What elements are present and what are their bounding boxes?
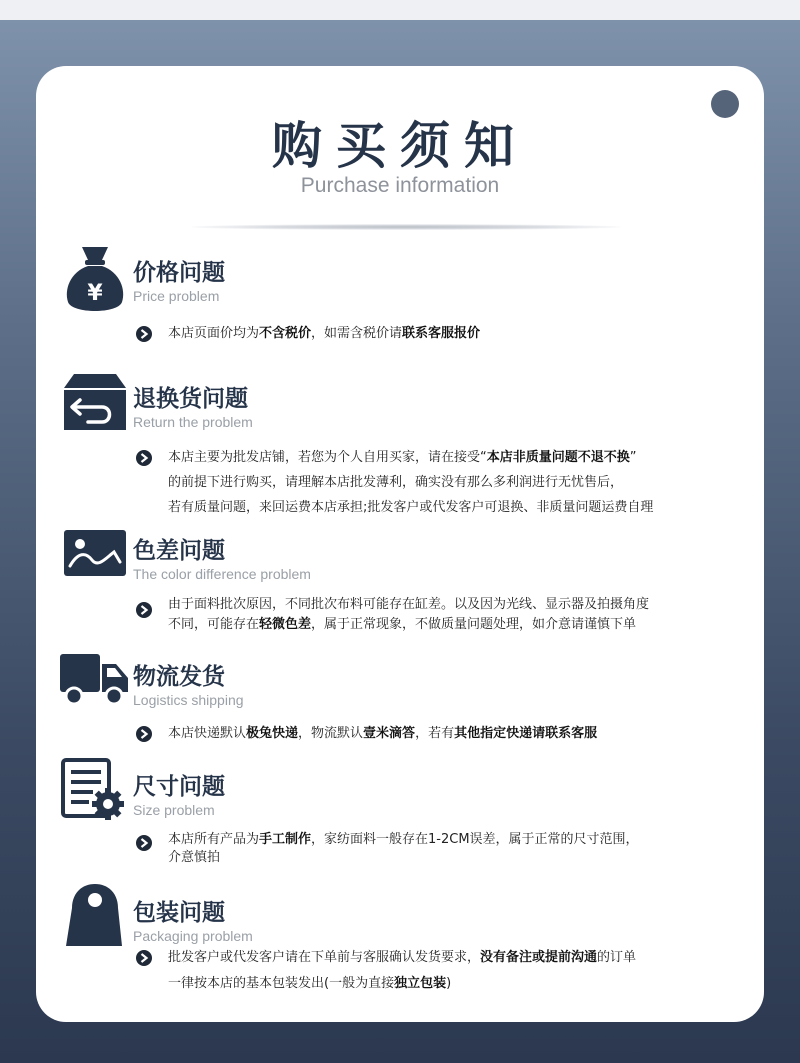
section-title: 尺寸问题 xyxy=(133,774,225,800)
text-line xyxy=(168,945,748,971)
bold-run: 其他指定快递请联系客服 xyxy=(454,726,598,741)
text-line xyxy=(168,831,748,849)
section-subtitle: Size problem xyxy=(133,802,215,818)
text-run: 若有质量问题，来回运费本店承担;批发客户或代发客户可退换、非质量问题运费自理 xyxy=(168,500,654,515)
truck-icon xyxy=(58,648,132,722)
text-line xyxy=(168,445,748,470)
text-run: 的前提下进行购买，请理解本店批发薄利，确实没有那么多利润进行无忧售后， xyxy=(168,475,624,490)
chevron-right-icon xyxy=(136,835,152,851)
bold-run: 联系客服报价 xyxy=(402,326,481,341)
bold-run: 不含税价 xyxy=(259,326,312,341)
page-title: 购买须知 xyxy=(272,116,528,175)
section-title: 色差问题 xyxy=(133,538,225,564)
section-subtitle: Return the problem xyxy=(133,414,253,430)
bold-run: 手工制作 xyxy=(259,832,312,847)
svg-text:¥: ¥ xyxy=(87,281,103,306)
bold-run: 轻微色差 xyxy=(259,617,312,632)
bold-run: 独立包装 xyxy=(394,976,447,991)
title-divider xyxy=(191,224,621,230)
section-text xyxy=(168,831,748,867)
text-run: ，家纺面料一般存在1-2CM误差，属于正常的尺寸范围， xyxy=(311,832,639,847)
text-run: 本店所有产品为 xyxy=(168,832,260,847)
page-subtitle: Purchase information xyxy=(300,174,500,197)
section-subtitle: Logistics shipping xyxy=(133,692,244,708)
image-icon xyxy=(58,522,132,596)
document-gear-icon xyxy=(58,758,132,832)
text-run: ” xyxy=(629,450,637,465)
section-title: 退换货问题 xyxy=(133,386,248,412)
chevron-right-icon xyxy=(136,602,152,618)
text-line xyxy=(168,615,748,635)
text-run: ) xyxy=(446,976,452,991)
section-text xyxy=(168,445,748,520)
bold-run: 壹米滴答 xyxy=(363,726,416,741)
chevron-right-icon xyxy=(136,326,152,342)
section-title: 包装问题 xyxy=(133,900,225,926)
text-line xyxy=(168,595,748,615)
text-run: 本店快递默认 xyxy=(168,726,247,741)
text-line xyxy=(168,470,748,495)
text-line xyxy=(168,971,748,997)
section-text xyxy=(168,595,748,635)
section-subtitle: Price problem xyxy=(133,288,220,304)
bold-run: 极兔快递 xyxy=(246,726,299,741)
text-run: 由于面料批次原因，不同批次布料可能存在缸差。以及因为光线、显示器及拍摄角度 xyxy=(168,597,650,612)
text-line xyxy=(168,849,748,867)
section-text xyxy=(168,721,748,746)
section-text xyxy=(168,321,748,346)
text-run: 本店主要为批发店铺，若您为个人自用买家，请在接受“ xyxy=(168,450,487,465)
chevron-right-icon xyxy=(136,450,152,466)
money-bag-icon xyxy=(58,244,132,318)
section-title: 价格问题 xyxy=(133,260,225,286)
section-subtitle: Packaging problem xyxy=(133,928,253,944)
text-run: ，若有 xyxy=(415,726,455,741)
section-title: 物流发货 xyxy=(133,664,225,690)
text-run: 批发客户或代发客户请在下单前与客服确认发货要求， xyxy=(168,950,481,965)
return-box-icon xyxy=(58,370,132,444)
text-run: ，如需含税价请 xyxy=(311,326,403,341)
notice-card xyxy=(36,66,764,1022)
section-text xyxy=(168,945,748,997)
chevron-right-icon xyxy=(136,950,152,966)
bold-run: 没有备注或提前沟通 xyxy=(480,950,598,965)
text-run: 一律按本店的基本包装发出(一般为直接 xyxy=(168,976,395,991)
text-run: ，属于正常现象，不做质量问题处理，如介意请谨慎下单 xyxy=(311,617,637,632)
bold-run: 本店非质量问题不退不换 xyxy=(486,450,630,465)
text-run: 本店页面价均为 xyxy=(168,326,260,341)
chevron-right-icon xyxy=(136,726,152,742)
text-line xyxy=(168,321,748,346)
section-subtitle: The color difference problem xyxy=(133,566,311,582)
package-icon xyxy=(58,884,132,958)
top-band xyxy=(0,0,800,20)
text-line xyxy=(168,721,748,746)
text-run: 不同，可能存在 xyxy=(168,617,260,632)
text-line xyxy=(168,495,748,520)
text-run: ，物流默认 xyxy=(298,726,364,741)
text-run: 的订单 xyxy=(597,950,637,965)
text-run: 介意慎拍 xyxy=(168,850,221,865)
